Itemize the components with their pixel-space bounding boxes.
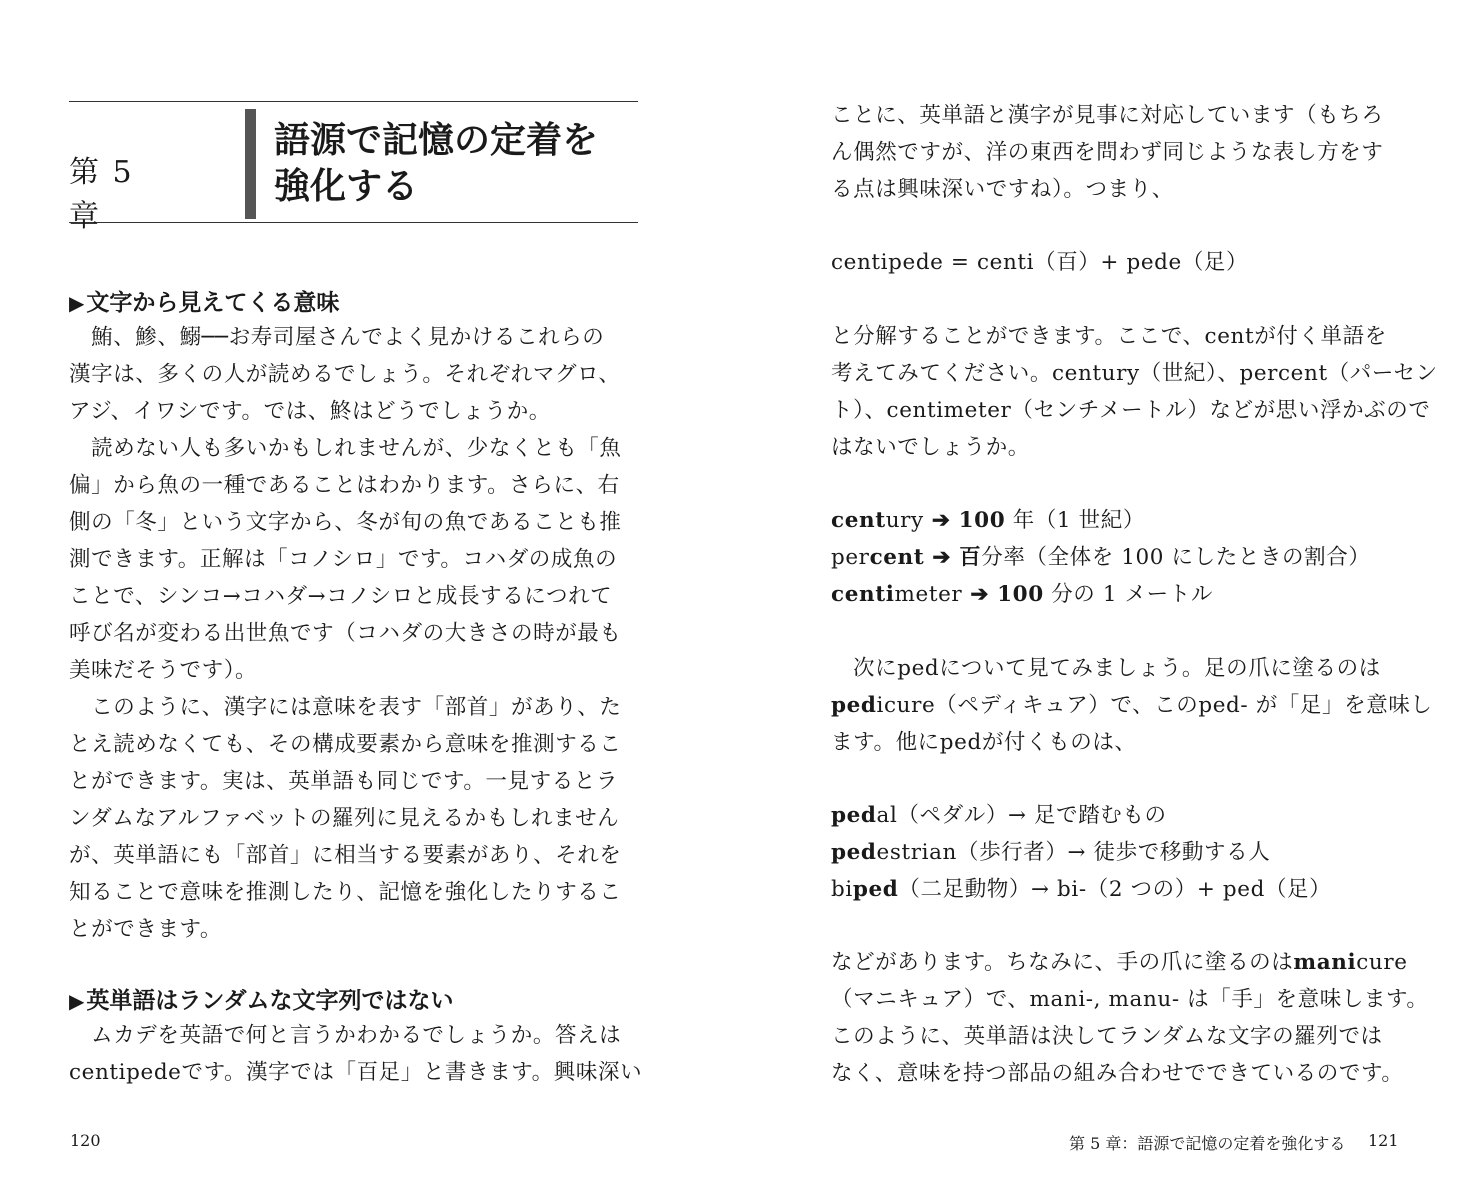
word-rest: meter <box>894 582 963 607</box>
body-line: 側の「冬」という文字から、冬が旬の魚であることも推 <box>69 510 622 535</box>
body-line: centipedeです。漢字では「百足」と書きます。興味深い <box>69 1060 643 1085</box>
meaning-bold: 100 <box>958 508 1006 533</box>
root-bold: ped <box>831 693 877 718</box>
body-line: 鮪、鯵、鰯──お寿司屋さんでよく見かけるこれらの <box>69 325 605 350</box>
example-pedal <box>831 798 1167 829</box>
page-number-right: 121 <box>1368 1131 1399 1150</box>
body-line: このように、漢字には意味を表す「部首」があり、た <box>69 695 622 720</box>
body-line: が、英単語にも「部首」に相当する要素があり、それを <box>69 843 622 868</box>
page-number-left: 120 <box>70 1131 101 1150</box>
body-line: 読めない人も多いかもしれませんが、少なくとも「魚 <box>69 436 622 461</box>
example-pedestrian <box>831 835 1270 866</box>
example-biped <box>831 872 1331 903</box>
chapter-header <box>69 101 638 234</box>
body-line: （マニキュア）で、mani-, manu- は「手」を意味します。 <box>831 987 1429 1012</box>
body-line: ん偶然ですが、洋の東西を問わず同じような表し方をす <box>831 140 1384 165</box>
body-line: 美味だそうです）。 <box>69 658 258 683</box>
meaning-bold: 100 <box>997 582 1044 607</box>
root-bold: cent <box>869 545 925 570</box>
word-rest: al（ペダル）→ 足で踏むもの <box>876 803 1167 828</box>
body-line: ト）、centimeter（センチメートル）などが思い浮かぶので <box>831 398 1431 423</box>
meaning-text: 年（1 世紀） <box>1005 508 1145 533</box>
chapter-number: 第 5 章 <box>69 155 134 234</box>
body-line: なく、意味を持つ部品の組み合わせでできているのです。 <box>831 1061 1404 1086</box>
section-heading-text: 文字から見えてくる意味 <box>86 290 340 316</box>
left-page <box>0 0 732 1200</box>
chapter-title <box>274 118 634 210</box>
section-heading-text: 英単語はランダムな文字列ではない <box>86 988 454 1014</box>
body-line: 呼び名が変わる出世魚です（コハダの大きさの時が最も <box>69 621 622 646</box>
chapter-title-line-1: 語源で記憶の定着を <box>274 120 599 161</box>
body-line: 漢字は、多くの人が読めるでしょう。それぞれマグロ、 <box>69 362 621 387</box>
chapter-title-line-2: 強化する <box>274 166 419 207</box>
body-line: はないでしょうか。 <box>831 435 1030 460</box>
example-percent <box>831 540 1370 571</box>
body-line: ムカデを英語で何と言うかわかるでしょうか。答えは <box>69 1023 622 1048</box>
body-line: る点は興味深いですね）。つまり、 <box>831 177 1174 202</box>
example-century <box>831 503 1145 534</box>
running-head: 第 5 章：語源で記憶の定着を強化する <box>1069 1134 1346 1153</box>
root-bold: ped <box>852 877 899 902</box>
body-line: 知ることで意味を推測したり、記憶を強化したりするこ <box>69 880 622 905</box>
body-line: 測できます。正解は「コノシロ」です。コハダの成魚の <box>69 547 618 572</box>
body-line: とができます。 <box>69 917 222 942</box>
arrow-icon: ➔ <box>924 545 960 570</box>
body-line: ことで、シンコ→コハダ→コノシロと成長するにつれて <box>69 584 613 609</box>
right-page <box>732 0 1465 1200</box>
body-line: 次にpedについて見てみましょう。足の爪に塗るのは <box>853 656 1381 681</box>
meaning-bold: 百 <box>959 545 982 570</box>
section-heading-2 <box>69 982 453 1015</box>
body-line: 偏」から魚の一種であることはわかります。さらに、右 <box>69 473 620 498</box>
meaning-text: 分の 1 メートル <box>1043 582 1213 607</box>
root-bold: ped <box>831 803 877 828</box>
root-bold: centi <box>831 582 895 607</box>
chapter-divider-bar <box>245 109 256 219</box>
body-line: とができます。実は、英単語も同じです。一見するとラ <box>69 769 619 794</box>
root-bold: cent <box>831 508 886 533</box>
body-line-manicure <box>831 945 1408 976</box>
root-bold: ped <box>831 840 877 865</box>
body-line-pedicure <box>831 688 1433 719</box>
arrow-icon: ➔ <box>962 582 998 607</box>
body-line: ます。他にpedが付くものは、 <box>831 730 1137 755</box>
word-prefix: per <box>831 545 870 570</box>
word-rest: （二足動物）→ bi-（2 つの）+ ped（足） <box>898 877 1332 902</box>
triangle-marker-icon: ▶ <box>69 989 85 1013</box>
body-line: ことに、英単語と漢字が見事に対応しています（もちろ <box>831 103 1384 128</box>
body-line: アジ、イワシです。では、鮗はどうでしょうか。 <box>69 399 551 424</box>
example-centimeter <box>831 577 1213 608</box>
arrow-icon: ➔ <box>923 508 959 533</box>
body-line: このように、英単語は決してランダムな文字の羅列では <box>831 1024 1383 1049</box>
section-heading-1 <box>69 284 339 317</box>
body-line: 考えてみてください。century（世紀）、percent（パーセン <box>831 361 1438 386</box>
triangle-marker-icon: ▶ <box>69 291 85 315</box>
body-line: とえ読めなくても、その構成要素から意味を推測するこ <box>69 732 622 757</box>
body-text: icure（ペディキュア）で、このped- が「足」を意味し <box>876 693 1433 718</box>
root-bold: mani <box>1293 950 1357 975</box>
body-text: などがあります。ちなみに、手の爪に塗るのは <box>831 950 1294 975</box>
meaning-text: 分率（全体を 100 にしたときの割合） <box>981 545 1371 570</box>
body-text: cure <box>1356 950 1408 975</box>
body-line: と分解することができます。ここで、centが付く単語を <box>831 324 1387 349</box>
formula-line: centipede = centi（百）+ pede（足） <box>831 250 1249 275</box>
word-prefix: bi <box>831 877 853 902</box>
word-rest: ury <box>885 508 924 533</box>
word-rest: estrian（歩行者）→ 徒歩で移動する人 <box>876 840 1271 865</box>
body-line: ンダムなアルファベットの羅列に見えるかもしれません <box>69 806 620 831</box>
